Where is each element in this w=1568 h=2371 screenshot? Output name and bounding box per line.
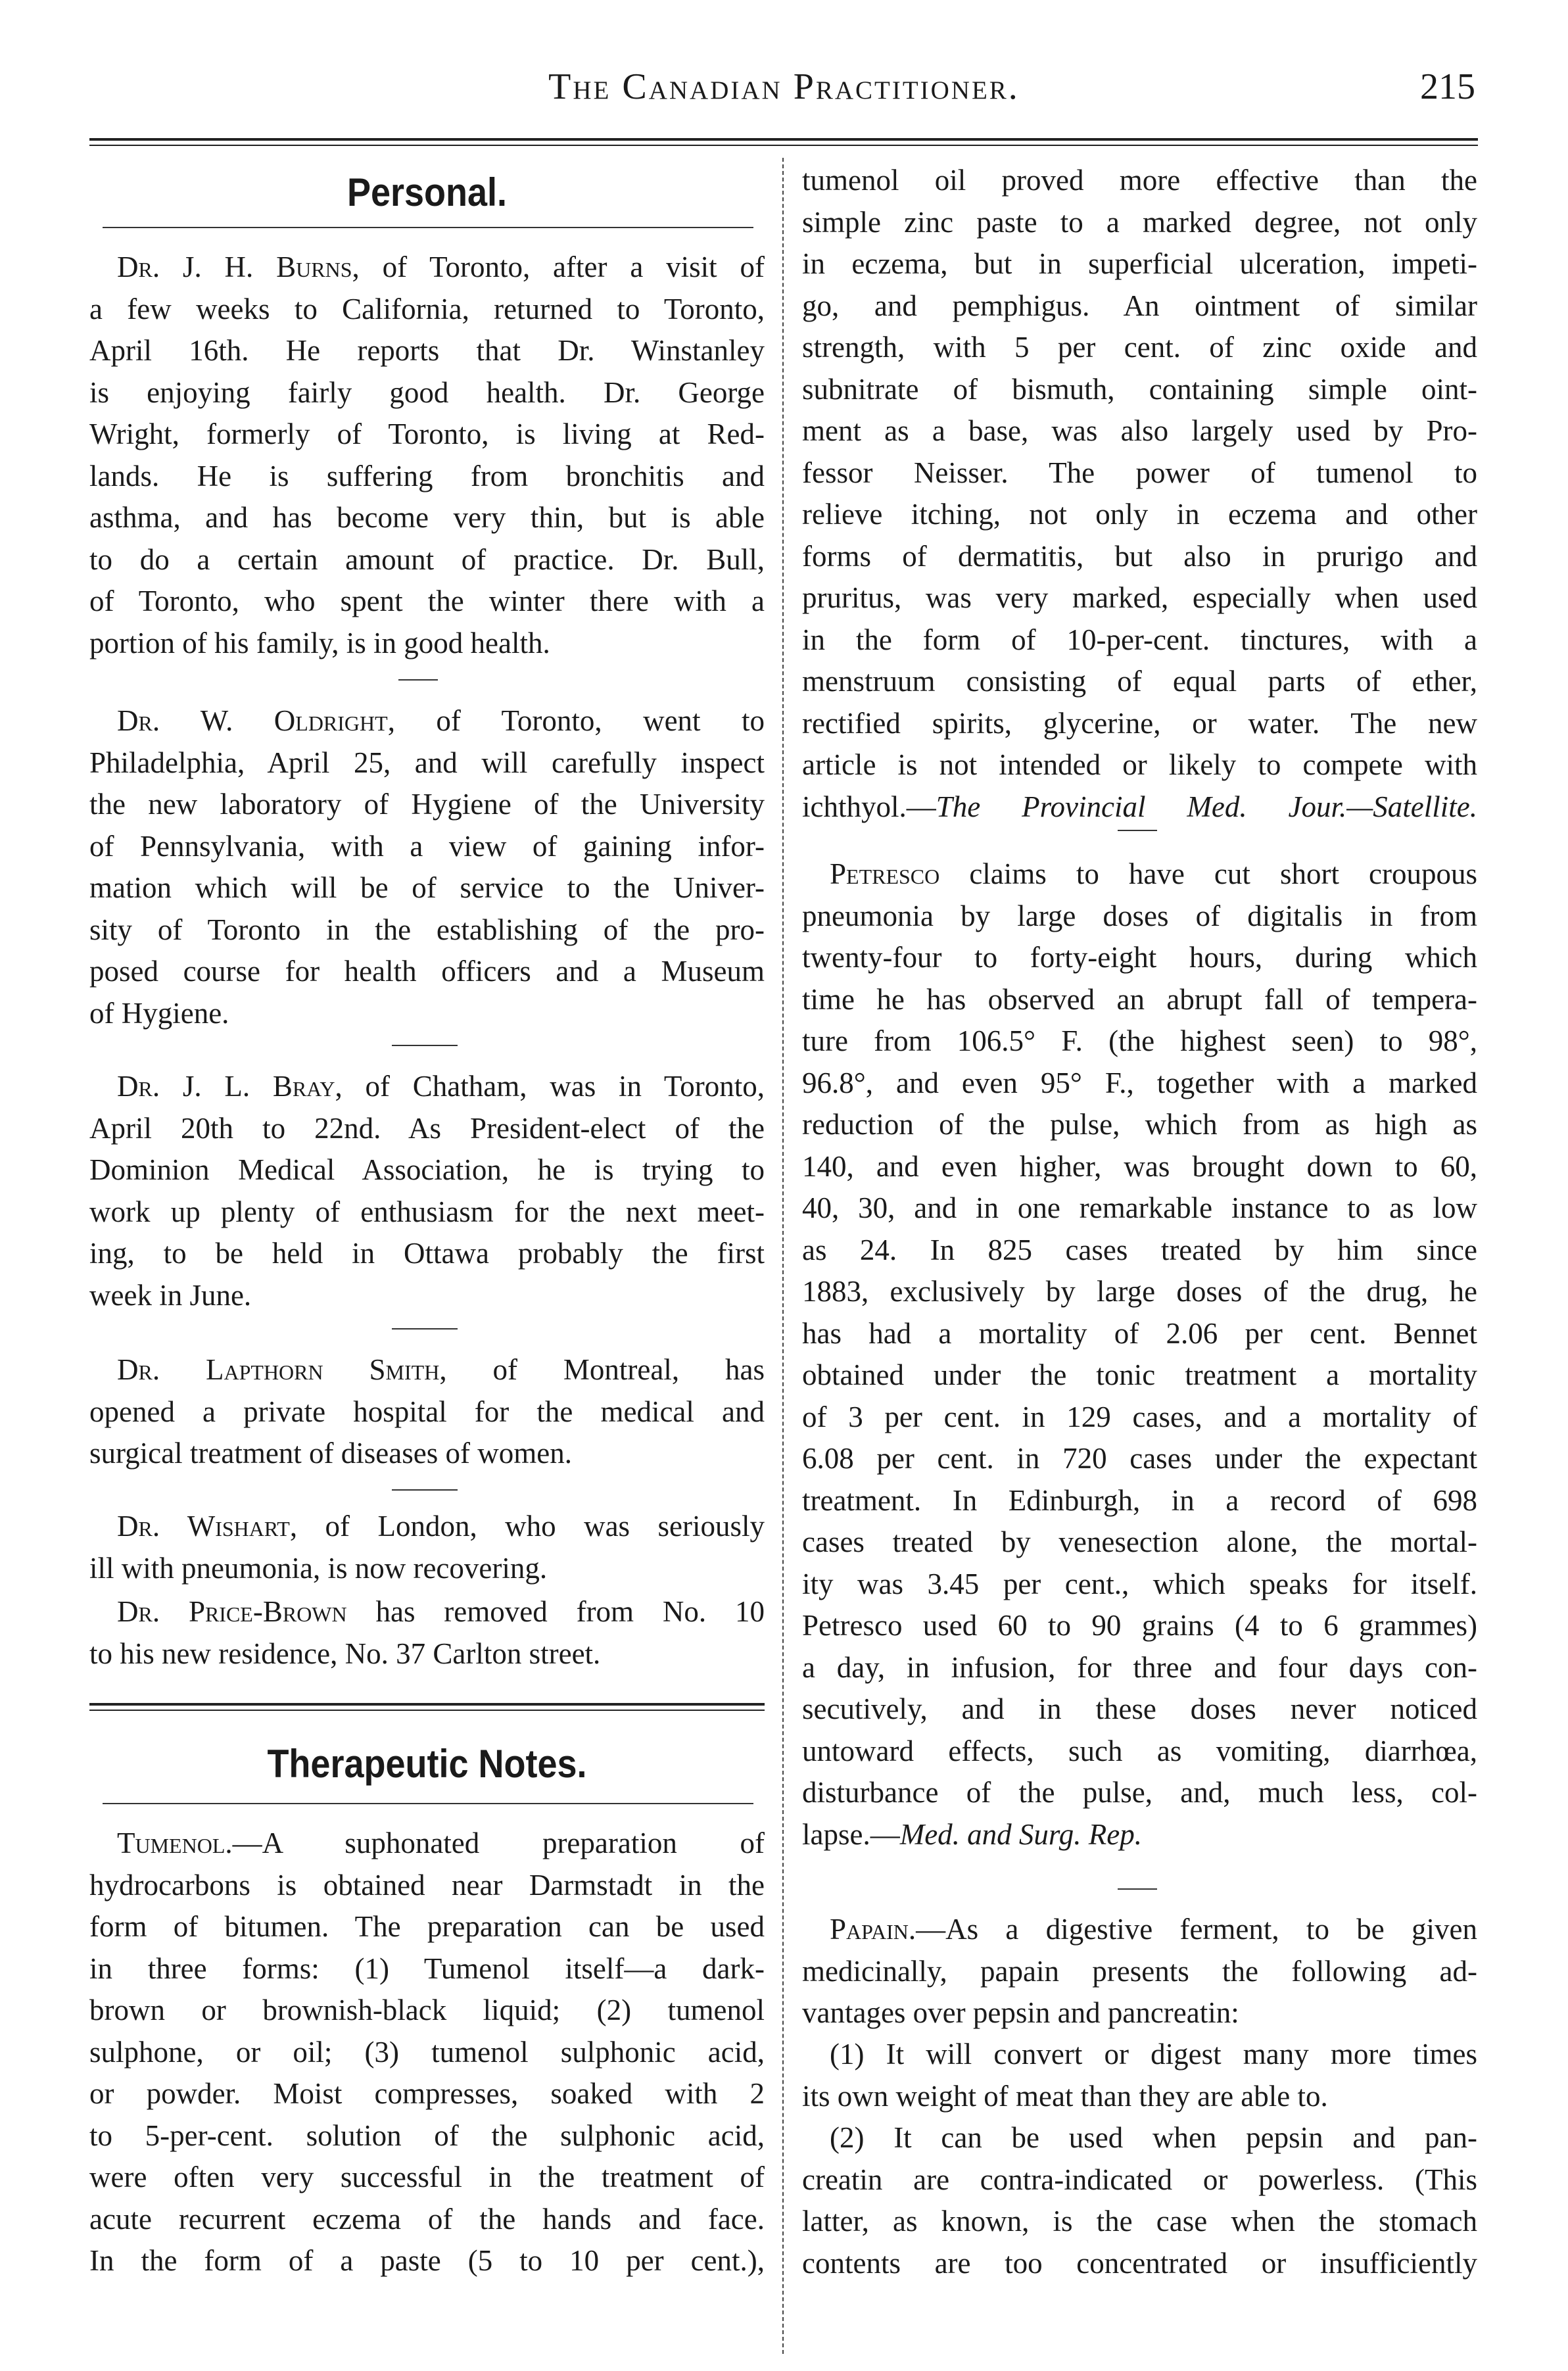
text-line	[802, 1909, 1477, 1951]
text-line: Wright, formerly of Toronto, is living at Red-	[89, 418, 765, 450]
text-line: acute recurrent eczema of the hands and face.	[89, 2202, 765, 2236]
paragraph	[89, 700, 765, 1034]
text-line: fessor Neisser. The power of tumenol to	[802, 456, 1477, 489]
text-line: 96.8°, and even 95° F., together with a marked	[802, 1066, 1477, 1099]
text-line: ill with pneumonia, is now recovering.	[89, 1551, 548, 1585]
section-double-rule	[89, 1703, 765, 1711]
text-segment: .—As a digestive ferment, to be given	[908, 1913, 1477, 1946]
paragraph	[89, 1823, 765, 2282]
text-line: creatin are contra-indicated or powerless. (This	[802, 2163, 1477, 2196]
text-line: in three forms: (1) Tumenol itself—a dark-	[89, 1952, 765, 1985]
paragraph	[89, 1506, 765, 1589]
text-line: disturbance of the pulse, and, much less, col-	[802, 1776, 1477, 1809]
text-line: In the form of a paste (5 to 10 per cent.),	[89, 2244, 765, 2277]
text-segment: , of London, who was seriously	[289, 1510, 765, 1543]
text-segment: , of Toronto, went to	[387, 704, 765, 737]
text-line: is enjoying fairly good health. Dr. George	[89, 375, 765, 409]
paragraph	[89, 1066, 765, 1316]
text-line: twenty-four to forty-eight hours, during which	[802, 941, 1477, 974]
text-line: posed course for health officers and a Museum	[89, 955, 765, 988]
text-line: form of bitumen. The preparation can be used	[89, 1910, 765, 1943]
text-line: Petresco used 60 to 90 grains (4 to 6 grammes)	[802, 1609, 1477, 1642]
paragraph	[89, 247, 765, 664]
paragraph	[89, 1591, 765, 1675]
text-line: subnitrate of bismuth, containing simple oint-	[802, 372, 1477, 406]
text-line: of 3 per cent. in 129 cases, and a mortality of	[802, 1400, 1477, 1433]
text-line: of Hygiene.	[89, 996, 229, 1030]
name-small-caps: Dr. J. L. Bray	[117, 1070, 335, 1103]
section-heading-personal: Personal.	[346, 170, 508, 214]
text-segment: , of Montreal, has	[439, 1353, 765, 1386]
text-line: reduction of the pulse, which from as high as	[802, 1108, 1477, 1141]
citation-italic: Med. and Surg. Rep.	[899, 1817, 1142, 1851]
text-segment: lapse.—	[802, 1817, 900, 1851]
text-line: Philadelphia, April 25, and will carefully inspect	[89, 746, 765, 779]
text-line: latter, as known, is the case when the stomach	[802, 2205, 1477, 2238]
text-line: go, and pemphigus. An ointment of similar	[802, 289, 1477, 322]
text-line: of Pennsylvania, with a view of gaining infor-	[89, 829, 765, 863]
text-line: work up plenty of enthusiasm for the next meet-	[89, 1195, 765, 1228]
text-line: portion of his family, is in good health.	[89, 626, 550, 659]
paragraph	[802, 2034, 1477, 2117]
text-line: hydrocarbons is obtained near Darmstadt in the	[89, 1868, 765, 1902]
text-line: April 20th to 22nd. As President-elect of the	[89, 1111, 765, 1145]
separator-rule	[398, 679, 438, 681]
name-small-caps: Tumenol	[117, 1827, 226, 1859]
text-line: untoward effects, such as vomiting, diarrhœa,	[802, 1734, 1477, 1767]
text-line: sity of Toronto in the establishing of the pro-	[89, 913, 765, 946]
separator-rule	[392, 1489, 458, 1491]
text-line: simple zinc paste to a marked degree, not only	[802, 205, 1477, 239]
text-line	[802, 786, 1477, 828]
name-small-caps: Papain	[830, 1913, 909, 1946]
text-line: time he has observed an abrupt fall of tempera-	[802, 982, 1477, 1016]
separator-rule	[392, 1328, 458, 1329]
section-heading-therapeutic-notes: Therapeutic Notes.	[267, 1742, 587, 1786]
page-number: 215	[1420, 66, 1475, 107]
text-line: ity was 3.45 per cent., which speaks for itself.	[802, 1567, 1477, 1600]
paragraph	[802, 853, 1477, 1856]
text-line: or powder. Moist compresses, soaked with 2	[89, 2077, 765, 2110]
header-double-rule	[89, 138, 1478, 146]
text-line: medicinally, papain presents the following ad-	[802, 1954, 1477, 1988]
text-line: tumenol oil proved more effective than the	[802, 164, 1477, 197]
name-small-caps: Dr. W. Oldright	[117, 704, 388, 737]
separator-rule	[1118, 830, 1157, 831]
text-line: article is not intended or likely to compete with	[802, 748, 1477, 781]
text-line: 1883, exclusively by large doses of the drug, he	[802, 1275, 1477, 1308]
text-segment: , of Toronto, after a visit of	[352, 251, 765, 283]
text-line: to do a certain amount of practice. Dr. Bull,	[89, 542, 765, 576]
text-segment: , of Chatham, was in Toronto,	[335, 1070, 765, 1103]
text-line: the new laboratory of Hygiene of the University	[89, 788, 765, 821]
separator-rule	[1118, 1888, 1157, 1890]
name-small-caps: Dr. Price-Brown	[117, 1595, 347, 1628]
name-small-caps: Petresco	[830, 857, 940, 890]
text-line: ing, to be held in Ottawa probably the first	[89, 1237, 765, 1270]
text-line: April 16th. He reports that Dr. Winstanley	[89, 334, 765, 367]
text-segment: ichthyol.—	[802, 790, 936, 823]
separator-rule	[392, 1045, 458, 1046]
text-line: to his new residence, No. 37 Carlton street.	[89, 1637, 601, 1670]
text-line: has had a mortality of 2.06 per cent. Bennet	[802, 1316, 1477, 1350]
column-divider	[782, 158, 784, 2354]
text-line: menstruum consisting of equal parts of ether,	[802, 665, 1477, 698]
text-line: secutively, and in these doses never noticed	[802, 1692, 1477, 1725]
text-line: of Toronto, who spent the winter there with a	[89, 585, 765, 617]
text-line: a few weeks to California, returned to Toronto,	[89, 292, 765, 325]
text-line: in eczema, but in superficial ulceration, impeti-	[802, 247, 1477, 280]
text-line	[89, 1066, 765, 1108]
text-line	[802, 853, 1477, 896]
text-line: (2) It can be used when pepsin and pan-	[830, 2121, 1477, 2154]
text-line	[802, 1814, 1477, 1856]
paragraph	[89, 1349, 765, 1475]
text-line: its own weight of meat than they are able to.	[802, 2079, 1328, 2113]
text-line: treatment. In Edinburgh, in a record of 698	[802, 1483, 1477, 1517]
text-line	[89, 700, 765, 742]
text-line: ture from 106.5° F. (the highest seen) to 98°,	[802, 1024, 1477, 1057]
text-line: vantages over pepsin and pancreatin:	[802, 1996, 1239, 2029]
text-line: forms of dermatitis, but also in prurigo and	[802, 539, 1477, 573]
text-line: lands. He is suffering from bronchitis and	[89, 459, 765, 492]
text-line	[89, 1823, 765, 1865]
text-line: asthma, and has become very thin, but is able	[89, 501, 765, 534]
text-segment: has removed from No. 10	[346, 1595, 765, 1628]
name-small-caps: Dr. Lapthorn Smith	[117, 1353, 440, 1386]
text-segment: .—A suphonated preparation of	[225, 1827, 765, 1859]
paragraph	[802, 1909, 1477, 2034]
text-line: as 24. In 825 cases treated by him since	[802, 1233, 1477, 1266]
text-line	[89, 247, 765, 289]
text-line: obtained under the tonic treatment a mortality	[802, 1358, 1477, 1391]
text-line: in the form of 10-per-cent. tinctures, with a	[802, 623, 1477, 656]
name-small-caps: Dr. J. H. Burns	[117, 251, 352, 283]
text-line: to 5-per-cent. solution of the sulphonic acid,	[89, 2119, 765, 2152]
text-line: mation which will be of service to the Univer-	[89, 871, 765, 904]
name-small-caps: Dr. Wishart	[117, 1510, 290, 1543]
citation-italic: The Provincial Med. Jour.—Satellite.	[936, 790, 1477, 823]
text-line: ment as a base, was also largely used by Pro-	[802, 414, 1477, 447]
text-line	[89, 1591, 765, 1633]
text-line: pruritus, was very marked, especially when used	[802, 581, 1477, 614]
text-line: 40, 30, and in one remarkable instance to as low	[802, 1191, 1477, 1224]
text-line: a day, in infusion, for three and four days con-	[802, 1650, 1477, 1684]
text-line: opened a private hospital for the medical and	[89, 1395, 765, 1428]
text-line: relieve itching, not only in eczema and other	[802, 498, 1477, 531]
text-line: brown or brownish-black liquid; (2) tumenol	[89, 1994, 765, 2026]
heading-rule	[103, 227, 753, 228]
text-line: (1) It will convert or digest many more times	[830, 2038, 1477, 2071]
text-line: surgical treatment of diseases of women.	[89, 1437, 572, 1470]
text-line: week in June.	[89, 1278, 252, 1312]
text-line: were often very successful in the treatment of	[89, 2161, 765, 2193]
text-line: rectified spirits, glycerine, or water. The new	[802, 706, 1477, 740]
text-line	[89, 1349, 765, 1391]
text-line: sulphone, or oil; (3) tumenol sulphonic acid,	[89, 2035, 765, 2069]
text-line: 140, and even higher, was brought down to 60,	[802, 1149, 1477, 1183]
paragraph	[802, 160, 1477, 828]
text-line: 6.08 per cent. in 720 cases under the expectant	[802, 1442, 1477, 1475]
text-line: Dominion Medical Association, he is trying to	[89, 1153, 765, 1186]
text-line	[89, 1506, 765, 1548]
running-title: The Canadian Practitioner.	[548, 66, 1020, 107]
heading-rule	[103, 1803, 753, 1804]
paragraph	[802, 2117, 1477, 2284]
text-line: contents are too concentrated or insufficiently	[802, 2246, 1477, 2280]
text-line: pneumonia by large doses of digitalis in from	[802, 899, 1477, 932]
text-line: strength, with 5 per cent. of zinc oxide and	[802, 331, 1477, 364]
text-segment: claims to have cut short croupous	[939, 857, 1477, 890]
text-line: cases treated by venesection alone, the mortal-	[802, 1525, 1477, 1558]
